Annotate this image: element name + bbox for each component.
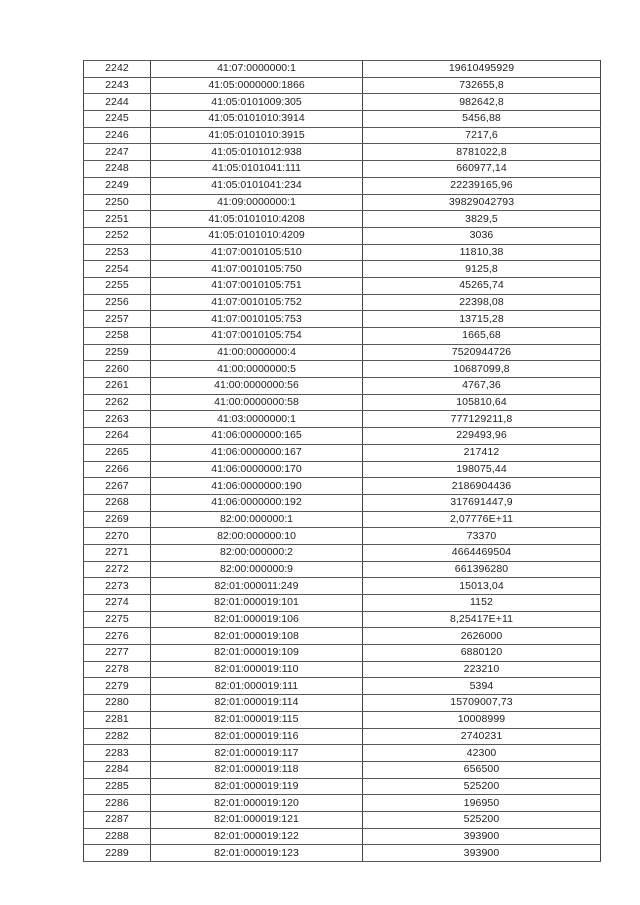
value-cell: 525200 [363, 778, 601, 795]
cadastral-number-cell: 82:01:000019:117 [151, 745, 363, 762]
row-number-cell: 2285 [84, 778, 151, 795]
row-number-cell: 2282 [84, 728, 151, 745]
row-number-cell: 2250 [84, 194, 151, 211]
value-cell: 22239165,96 [363, 177, 601, 194]
table-row [84, 244, 601, 261]
value-cell: 39829042793 [363, 194, 601, 211]
value-cell: 5456,88 [363, 111, 601, 128]
table-row [84, 61, 601, 78]
cadastral-number-cell: 41:00:0000000:56 [151, 378, 363, 395]
cadastral-number-cell: 41:05:0101010:3914 [151, 111, 363, 128]
row-number-cell: 2249 [84, 177, 151, 194]
table-row [84, 294, 601, 311]
row-number-cell: 2279 [84, 678, 151, 695]
cadastral-number-cell: 82:01:000019:108 [151, 628, 363, 645]
value-cell: 2740231 [363, 728, 601, 745]
table-row [84, 494, 601, 511]
cadastral-number-cell: 82:01:000019:109 [151, 645, 363, 662]
row-number-cell: 2278 [84, 661, 151, 678]
cadastral-number-cell: 41:05:0101010:4209 [151, 227, 363, 244]
row-number-cell: 2254 [84, 261, 151, 278]
row-number-cell: 2267 [84, 478, 151, 495]
value-cell: 6880120 [363, 645, 601, 662]
row-number-cell: 2270 [84, 528, 151, 545]
value-cell: 660977,14 [363, 161, 601, 178]
cadastral-number-cell: 41:07:0010105:750 [151, 261, 363, 278]
table-row [84, 444, 601, 461]
table-row [84, 695, 601, 712]
cadastral-number-cell: 82:01:000019:114 [151, 695, 363, 712]
table-row [84, 728, 601, 745]
table-row [84, 711, 601, 728]
value-cell: 2186904436 [363, 478, 601, 495]
value-cell: 13715,28 [363, 311, 601, 328]
row-number-cell: 2262 [84, 394, 151, 411]
cadastral-number-cell: 41:07:0010105:753 [151, 311, 363, 328]
cadastral-number-cell: 82:01:000019:106 [151, 611, 363, 628]
cadastral-number-cell: 41:06:0000000:165 [151, 428, 363, 445]
value-cell: 8,25417E+11 [363, 611, 601, 628]
table-row [84, 411, 601, 428]
cadastral-number-cell: 82:01:000019:101 [151, 595, 363, 612]
row-number-cell: 2260 [84, 361, 151, 378]
table-row [84, 77, 601, 94]
row-number-cell: 2258 [84, 328, 151, 345]
cadastral-number-cell: 41:06:0000000:167 [151, 444, 363, 461]
table-row [84, 378, 601, 395]
row-number-cell: 2277 [84, 645, 151, 662]
value-cell: 656500 [363, 761, 601, 778]
cadastral-number-cell: 82:01:000019:122 [151, 828, 363, 845]
cadastral-number-cell: 41:05:0101012:938 [151, 144, 363, 161]
value-cell: 8781022,8 [363, 144, 601, 161]
value-cell: 3036 [363, 227, 601, 244]
cadastral-number-cell: 82:01:000019:115 [151, 711, 363, 728]
row-number-cell: 2287 [84, 811, 151, 828]
cadastral-number-cell: 82:01:000011:249 [151, 578, 363, 595]
value-cell: 15013,04 [363, 578, 601, 595]
value-cell: 2626000 [363, 628, 601, 645]
table-row [84, 344, 601, 361]
cadastral-number-cell: 41:07:0010105:510 [151, 244, 363, 261]
table-row [84, 561, 601, 578]
table-row [84, 428, 601, 445]
value-cell: 732655,8 [363, 77, 601, 94]
table-row [84, 277, 601, 294]
row-number-cell: 2273 [84, 578, 151, 595]
table-row [84, 661, 601, 678]
row-number-cell: 2251 [84, 211, 151, 228]
row-number-cell: 2264 [84, 428, 151, 445]
value-cell: 229493,96 [363, 428, 601, 445]
cadastral-number-cell: 82:01:000019:121 [151, 811, 363, 828]
value-cell: 525200 [363, 811, 601, 828]
cadastral-number-cell: 82:01:000019:116 [151, 728, 363, 745]
row-number-cell: 2242 [84, 61, 151, 78]
cadastral-number-cell: 41:05:0101010:4208 [151, 211, 363, 228]
table-row [84, 611, 601, 628]
row-number-cell: 2283 [84, 745, 151, 762]
cadastral-number-cell: 41:03:0000000:1 [151, 411, 363, 428]
value-cell: 1152 [363, 595, 601, 612]
value-cell: 10687099,8 [363, 361, 601, 378]
value-cell: 223210 [363, 661, 601, 678]
value-cell: 42300 [363, 745, 601, 762]
value-cell: 198075,44 [363, 461, 601, 478]
table-row [84, 94, 601, 111]
table-row [84, 227, 601, 244]
row-number-cell: 2271 [84, 544, 151, 561]
table-row [84, 578, 601, 595]
value-cell: 661396280 [363, 561, 601, 578]
cadastral-number-cell: 41:06:0000000:170 [151, 461, 363, 478]
cadastral-number-cell: 82:00:000000:2 [151, 544, 363, 561]
cadastral-number-cell: 41:07:0010105:754 [151, 328, 363, 345]
cadastral-number-cell: 82:01:000019:118 [151, 761, 363, 778]
table-row [84, 795, 601, 812]
cadastral-number-cell: 82:00:000000:1 [151, 511, 363, 528]
cadastral-number-cell: 41:00:0000000:5 [151, 361, 363, 378]
table-row [84, 811, 601, 828]
table-row [84, 144, 601, 161]
value-cell: 5394 [363, 678, 601, 695]
row-number-cell: 2244 [84, 94, 151, 111]
table-row [84, 194, 601, 211]
cadastral-number-cell: 41:07:0000000:1 [151, 61, 363, 78]
cadastral-number-cell: 82:01:000019:111 [151, 678, 363, 695]
table-row [84, 461, 601, 478]
table-row [84, 678, 601, 695]
row-number-cell: 2256 [84, 294, 151, 311]
value-cell: 1665,68 [363, 328, 601, 345]
row-number-cell: 2286 [84, 795, 151, 812]
value-cell: 7520944726 [363, 344, 601, 361]
table-row [84, 778, 601, 795]
row-number-cell: 2261 [84, 378, 151, 395]
table-row [84, 478, 601, 495]
table-row [84, 177, 601, 194]
table-row [84, 745, 601, 762]
table-row [84, 828, 601, 845]
table-row [84, 111, 601, 128]
cadastral-number-cell: 82:01:000019:123 [151, 845, 363, 862]
row-number-cell: 2263 [84, 411, 151, 428]
row-number-cell: 2266 [84, 461, 151, 478]
table-row [84, 127, 601, 144]
value-cell: 7217,6 [363, 127, 601, 144]
cadastral-number-cell: 82:01:000019:120 [151, 795, 363, 812]
cadastral-number-cell: 82:00:000000:10 [151, 528, 363, 545]
value-cell: 393900 [363, 845, 601, 862]
table-row [84, 261, 601, 278]
row-number-cell: 2272 [84, 561, 151, 578]
row-number-cell: 2243 [84, 77, 151, 94]
cadastral-number-cell: 41:05:0101009:305 [151, 94, 363, 111]
table-row [84, 361, 601, 378]
value-cell: 393900 [363, 828, 601, 845]
row-number-cell: 2276 [84, 628, 151, 645]
cadastral-number-cell: 82:01:000019:119 [151, 778, 363, 795]
value-cell: 45265,74 [363, 277, 601, 294]
value-cell: 11810,38 [363, 244, 601, 261]
row-number-cell: 2280 [84, 695, 151, 712]
row-number-cell: 2259 [84, 344, 151, 361]
table-row [84, 311, 601, 328]
value-cell: 9125,8 [363, 261, 601, 278]
table-row [84, 161, 601, 178]
table-body [84, 61, 601, 862]
cadastral-number-cell: 82:00:000000:9 [151, 561, 363, 578]
value-cell: 19610495929 [363, 61, 601, 78]
cadastral-number-cell: 41:06:0000000:190 [151, 478, 363, 495]
value-cell: 73370 [363, 528, 601, 545]
row-number-cell: 2246 [84, 127, 151, 144]
cadastral-number-cell: 41:05:0101041:234 [151, 177, 363, 194]
value-cell: 10008999 [363, 711, 601, 728]
row-number-cell: 2255 [84, 277, 151, 294]
cadastral-number-cell: 41:05:0101010:3915 [151, 127, 363, 144]
value-cell: 777129211,8 [363, 411, 601, 428]
table-row [84, 544, 601, 561]
table-row [84, 328, 601, 345]
table-row [84, 761, 601, 778]
cadastral-number-cell: 41:00:0000000:58 [151, 394, 363, 411]
row-number-cell: 2245 [84, 111, 151, 128]
row-number-cell: 2288 [84, 828, 151, 845]
value-cell: 217412 [363, 444, 601, 461]
cadastral-number-cell: 41:09:0000000:1 [151, 194, 363, 211]
table-row [84, 211, 601, 228]
row-number-cell: 2252 [84, 227, 151, 244]
value-cell: 4664469504 [363, 544, 601, 561]
row-number-cell: 2247 [84, 144, 151, 161]
value-cell: 2,07776E+11 [363, 511, 601, 528]
row-number-cell: 2269 [84, 511, 151, 528]
cadastral-value-table [83, 60, 601, 862]
value-cell: 22398,08 [363, 294, 601, 311]
cadastral-number-cell: 41:07:0010105:751 [151, 277, 363, 294]
row-number-cell: 2268 [84, 494, 151, 511]
row-number-cell: 2265 [84, 444, 151, 461]
row-number-cell: 2253 [84, 244, 151, 261]
table-row [84, 628, 601, 645]
table-row [84, 645, 601, 662]
row-number-cell: 2274 [84, 595, 151, 612]
cadastral-number-cell: 41:00:0000000:4 [151, 344, 363, 361]
value-cell: 15709007,73 [363, 695, 601, 712]
value-cell: 4767,36 [363, 378, 601, 395]
row-number-cell: 2248 [84, 161, 151, 178]
row-number-cell: 2289 [84, 845, 151, 862]
value-cell: 105810,64 [363, 394, 601, 411]
table-row [84, 845, 601, 862]
value-cell: 3829,5 [363, 211, 601, 228]
cadastral-number-cell: 41:07:0010105:752 [151, 294, 363, 311]
cadastral-number-cell: 82:01:000019:110 [151, 661, 363, 678]
table-row [84, 595, 601, 612]
table-row [84, 394, 601, 411]
row-number-cell: 2284 [84, 761, 151, 778]
table-row [84, 511, 601, 528]
value-cell: 196950 [363, 795, 601, 812]
cadastral-number-cell: 41:05:0000000:1866 [151, 77, 363, 94]
row-number-cell: 2257 [84, 311, 151, 328]
value-cell: 982642,8 [363, 94, 601, 111]
row-number-cell: 2281 [84, 711, 151, 728]
cadastral-number-cell: 41:06:0000000:192 [151, 494, 363, 511]
cadastral-number-cell: 41:05:0101041:111 [151, 161, 363, 178]
value-cell: 317691447,9 [363, 494, 601, 511]
row-number-cell: 2275 [84, 611, 151, 628]
table-row [84, 528, 601, 545]
